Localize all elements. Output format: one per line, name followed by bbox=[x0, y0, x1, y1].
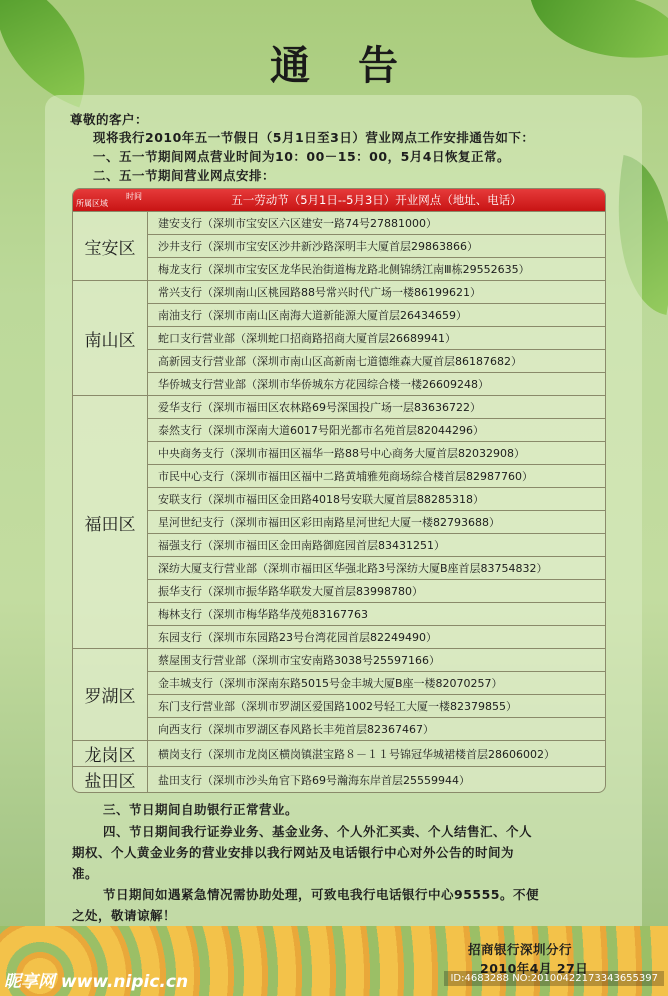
branch-cell: 建安支行（深圳市宝安区六区建安一路74号27881000） bbox=[148, 211, 605, 234]
branch-table bbox=[72, 188, 606, 793]
corner-time: 时间 bbox=[126, 192, 142, 201]
table-row bbox=[73, 418, 605, 441]
branch-cell: 中央商务支行（深圳市福田区福华一路88号中心商务大厦首层82032908） bbox=[148, 441, 605, 464]
branch-cell: 常兴支行（深圳南山区桃园路88号常兴时代广场一楼86199621） bbox=[148, 280, 605, 303]
corner-region: 所属区域 bbox=[76, 199, 108, 208]
intro: 现将我行2010年五一节假日（5月1日至3日）营业网点工作安排通告如下： bbox=[93, 130, 535, 145]
branch-cell: 安联支行（深圳市福田区金田路4018号安联大厦首层88285318） bbox=[148, 487, 605, 510]
branch-cell: 梅林支行（深圳市梅华路华茂苑83167763 bbox=[148, 602, 605, 625]
table-row bbox=[73, 556, 605, 579]
branch-cell: 东门支行营业部（深圳市罗湖区爱国路1002号轻工大厦一楼82379855） bbox=[148, 694, 605, 717]
item-3: 三、节日期间自助银行正常营业。 bbox=[103, 802, 299, 817]
branch-cell: 高新园支行营业部（深圳市南山区高新南七道德维森大厦首层86187682） bbox=[148, 349, 605, 372]
branch-cell: 福强支行（深圳市福田区金田南路御庭园首层83431251） bbox=[148, 533, 605, 556]
table-row bbox=[73, 257, 605, 280]
branch-cell: 盐田支行（深圳市沙头角官下路69号瀚海东岸首层25559944） bbox=[148, 766, 605, 792]
table-row bbox=[73, 234, 605, 257]
branch-cell: 星河世纪支行（深圳市福田区彩田南路星河世纪大厦一楼82793688） bbox=[148, 510, 605, 533]
branch-cell: 东园支行（深圳市东园路23号台湾花园首层82249490） bbox=[148, 625, 605, 648]
branch-cell: 沙井支行（深圳市宝安区沙井新沙路深明丰大厦首层29863866） bbox=[148, 234, 605, 257]
date: 2010年4月 27日 bbox=[480, 961, 589, 976]
greeting: 尊敬的客户： bbox=[70, 112, 149, 127]
table-row bbox=[73, 441, 605, 464]
district-name: 南山区 bbox=[73, 280, 148, 395]
item-4: 四、节日期间我行证券业务、基金业务、个人外汇买卖、个人结售汇、个人 bbox=[103, 824, 533, 839]
branch-cell: 市民中心支行（深圳市福田区福中二路黄埔雅苑商场综合楼首层82987760） bbox=[148, 464, 605, 487]
item-4-end: 准。 bbox=[72, 866, 99, 881]
branch-cell: 南油支行（深圳市南山区南海大道新能源大厦首层26434659） bbox=[148, 303, 605, 326]
district-name: 福田区 bbox=[73, 395, 148, 648]
table-row bbox=[73, 303, 605, 326]
table-row bbox=[73, 326, 605, 349]
table-row bbox=[73, 349, 605, 372]
branch-cell: 泰然支行（深圳市深南大道6017号阳光都市名苑首层82044296） bbox=[148, 418, 605, 441]
district-name: 宝安区 bbox=[73, 211, 148, 280]
table-row bbox=[73, 694, 605, 717]
branch-cell: 爱华支行（深圳市福田区农林路69号深国投广场一层83636722） bbox=[148, 395, 605, 418]
branch-cell: 金丰城支行（深圳市深南东路5015号金丰城大厦B座一楼82070257） bbox=[148, 671, 605, 694]
page-title: 通告 bbox=[270, 42, 446, 89]
table-row bbox=[73, 372, 605, 395]
corner-header bbox=[73, 189, 148, 211]
table-row bbox=[73, 579, 605, 602]
table-row bbox=[73, 464, 605, 487]
branch-cell: 梅龙支行（深圳市宝安区龙华民治街道梅龙路北侧锦绣江南Ⅲ栋29552635） bbox=[148, 257, 605, 280]
branch-cell: 蛇口支行营业部（深圳蛇口招商路招商大厦首层26689941） bbox=[148, 326, 605, 349]
table-row bbox=[73, 766, 605, 792]
table-row bbox=[73, 625, 605, 648]
note-cont: 之处，敬请谅解！ bbox=[72, 908, 177, 923]
district-name: 罗湖区 bbox=[73, 648, 148, 740]
branch-cell: 蔡屋围支行营业部（深圳市宝安南路3038号25597166） bbox=[148, 648, 605, 671]
signature: 招商银行深圳分行 bbox=[468, 942, 573, 957]
table-row bbox=[73, 602, 605, 625]
table-row bbox=[73, 648, 605, 671]
table-row bbox=[73, 717, 605, 740]
item-1: 一、五一节期间网点营业时间为10：00－15：00，5月4日恢复正常。 bbox=[93, 149, 510, 164]
watermark-id: ID:4683288 NO:20100422173343655397 bbox=[444, 971, 664, 986]
item-2: 二、五一节期间营业网点安排： bbox=[93, 168, 276, 183]
table-row bbox=[73, 487, 605, 510]
table-row bbox=[73, 211, 605, 234]
branch-cell: 振华支行（深圳市振华路华联发大厦首层83998780） bbox=[148, 579, 605, 602]
district-name: 盐田区 bbox=[73, 766, 148, 792]
table-row bbox=[73, 533, 605, 556]
branch-cell: 向西支行（深圳市罗湖区春风路长丰苑首层82367467） bbox=[148, 717, 605, 740]
table-row bbox=[73, 280, 605, 303]
branch-cell: 深纺大厦支行营业部（深圳市福田区华强北路3号深纺大厦B座首层83754832） bbox=[148, 556, 605, 579]
district-name: 龙岗区 bbox=[73, 740, 148, 766]
table-header: 五一劳动节（5月1日--5月3日）开业网点（地址、电话） bbox=[148, 189, 605, 211]
item-4-cont: 期权、个人黄金业务的营业安排以我行网站及电话银行中心对外公告的时间为 bbox=[72, 845, 515, 860]
branch-cell: 横岗支行（深圳市龙岗区横岗镇湛宝路８－１１号锦冠华城裙楼首层28606002） bbox=[148, 740, 605, 766]
branch-cell: 华侨城支行营业部（深圳市华侨城东方花园综合楼一楼26609248） bbox=[148, 372, 605, 395]
watermark-site: 昵享网 www.nipic.cn bbox=[4, 972, 189, 992]
note: 节日期间如遇紧急情况需协助处理，可致电我行电话银行中心95555。不便 bbox=[103, 887, 539, 902]
table-row bbox=[73, 395, 605, 418]
table-row bbox=[73, 510, 605, 533]
table-row bbox=[73, 671, 605, 694]
table-row bbox=[73, 740, 605, 766]
